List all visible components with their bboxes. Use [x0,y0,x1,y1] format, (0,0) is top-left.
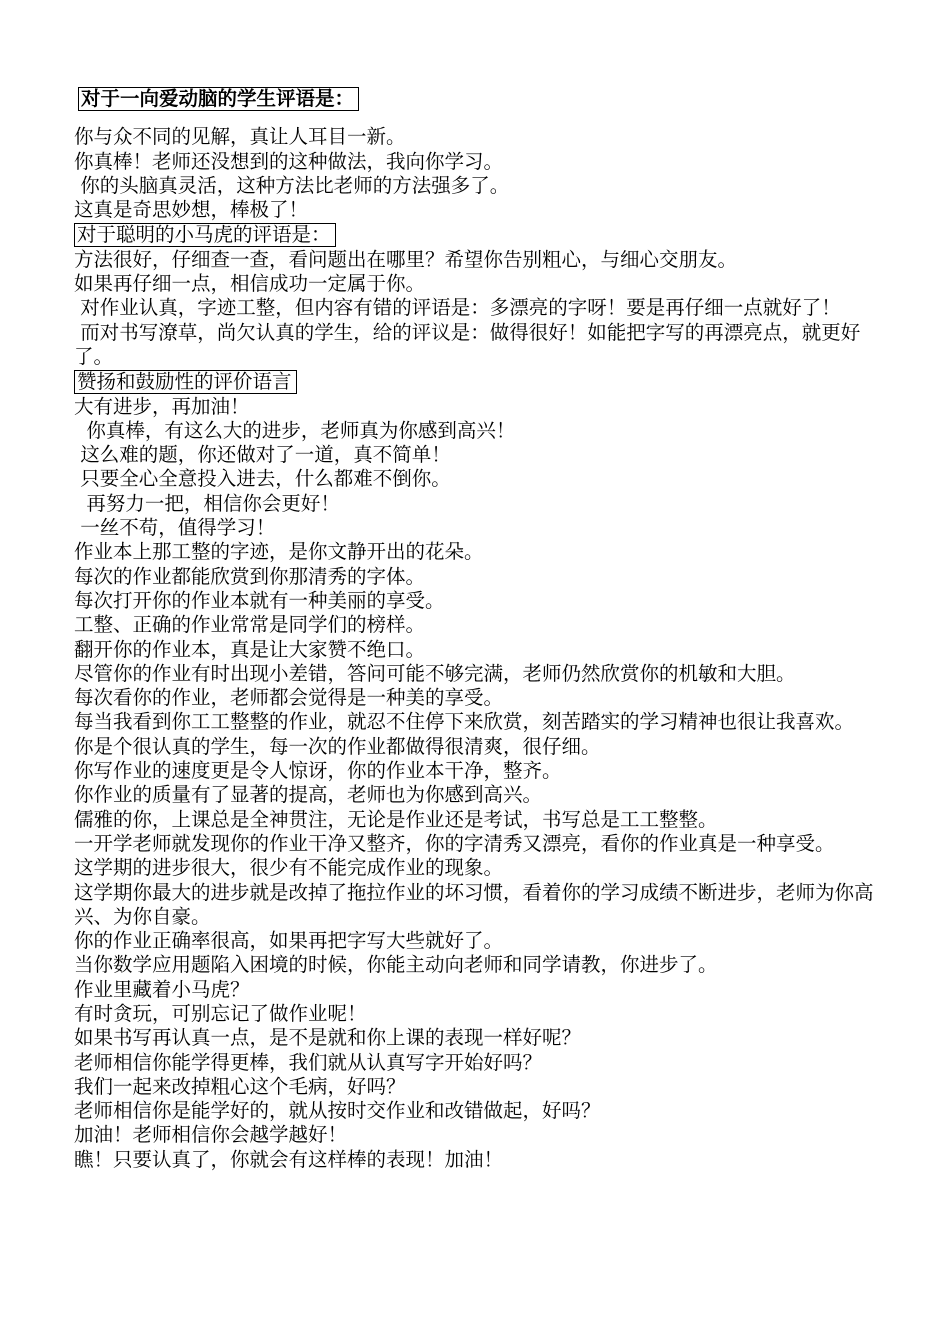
comment-line: 你真棒！老师还没想到的这种做法，我向你学习。 [74,149,504,173]
section-1 [74,86,880,222]
comment-line: 如果书写再认真一点，是不是就和你上课的表现一样好呢？ [74,1026,582,1050]
comment-line: 而对书写潦草，尚欠认真的学生，给的评议是：做得很好！如能把字写的再漂亮点，就更好了。 [74,320,861,368]
comment-line: 作业里藏着小马虎？ [74,977,250,1001]
comment-line: 这么难的题，你还做对了一道，真不简单！ [74,443,451,467]
section-2 [74,222,880,369]
comment-line: 我们一起来改掉粗心这个毛病，好吗？ [74,1074,406,1098]
comment-line: 尽管你的作业有时出现小差错，答问可能不够完满，老师仍然欣赏你的机敏和大胆。 [74,661,796,685]
spacer [74,111,880,125]
comment-line: 你作业的质量有了显著的提高，老师也为你感到高兴。 [74,783,543,807]
comment-line: 你真棒，有这么大的进步，老师真为你感到高兴！ [74,418,516,442]
comment-line: 加油！老师相信你会越学越好！ [74,1123,348,1147]
section-heading: 赞扬和鼓励性的评价语言 [74,370,297,394]
comment-line: 方法很好，仔细查一查，看问题出在哪里？希望你告别粗心，与细心交朋友。 [74,247,738,271]
comment-line: 工整、正确的作业常常是同学们的榜样。 [74,613,426,637]
comment-line: 如果再仔细一点，相信成功一定属于你。 [74,272,426,296]
comment-line: 瞧！只要认真了，你就会有这样棒的表现！加油！ [74,1147,504,1171]
comment-line: 大有进步，再加油！ [74,394,250,418]
comment-line: 这学期你最大的进步就是改掉了拖拉作业的坏习惯，看着你的学习成绩不断进步，老师为你高兴、为你自豪。 [74,880,874,928]
comment-line: 只要全心全意投入进去，什么都难不倒你。 [74,467,451,491]
comment-line: 你写作业的速度更是令人惊讶，你的作业本干净，整齐。 [74,759,562,783]
comment-line: 一开学老师就发现你的作业干净又整齐，你的字清秀又漂亮，看你的作业真是一种享受。 [74,831,835,855]
comment-line: 每当我看到你工工整整的作业，就忍不住停下来欣赏，刻苦踏实的学习精神也很让我喜欢。 [74,710,855,734]
comment-line: 当你数学应用题陷入困境的时候，你能主动向老师和同学请教，你进步了。 [74,953,718,977]
section-3 [74,369,880,1172]
comment-line: 老师相信你是能学好的，就从按时交作业和改错做起，好吗？ [74,1099,601,1123]
comment-line: 有时贪玩，可别忘记了做作业呢！ [74,1001,367,1025]
comment-line: 你是个很认真的学生，每一次的作业都做得很清爽，很仔细。 [74,734,601,758]
comment-line: 每次打开你的作业本就有一种美丽的享受。 [74,588,445,612]
comment-line: 再努力一把，相信你会更好！ [74,491,340,515]
comment-line: 你的作业正确率很高，如果再把字写大些就好了。 [74,929,504,953]
comment-line: 你与众不同的见解，真让人耳目一新。 [74,125,406,149]
comment-line: 老师相信你能学得更棒，我们就从认真写字开始好吗？ [74,1050,543,1074]
comment-line: 作业本上那工整的字迹，是你文静开出的花朵。 [74,540,484,564]
comment-line: 每次的作业都能欣赏到你那清秀的字体。 [74,564,426,588]
comment-line: 这学期的进步很大，很少有不能完成作业的现象。 [74,856,504,880]
comment-line: 儒雅的你，上课总是全神贯注，无论是作业还是考试，书写总是工工整整。 [74,807,718,831]
comment-line: 翻开你的作业本，真是让大家赞不绝口。 [74,637,426,661]
comment-line: 一丝不苟，值得学习！ [74,516,276,540]
section-heading: 对于聪明的小马虎的评语是： [74,223,336,247]
comment-line: 每次看你的作业，老师都会觉得是一种美的享受。 [74,686,504,710]
comment-line: 对作业认真，字迹工整，但内容有错的评语是：多漂亮的字呀！要是再仔细一点就好了！ [74,296,841,320]
comment-line: 这真是奇思妙想，棒极了！ [74,198,309,222]
section-heading: 对于一向爱动脑的学生评语是： [78,87,359,111]
comment-line: 你的头脑真灵活，这种方法比老师的方法强多了。 [74,173,510,197]
